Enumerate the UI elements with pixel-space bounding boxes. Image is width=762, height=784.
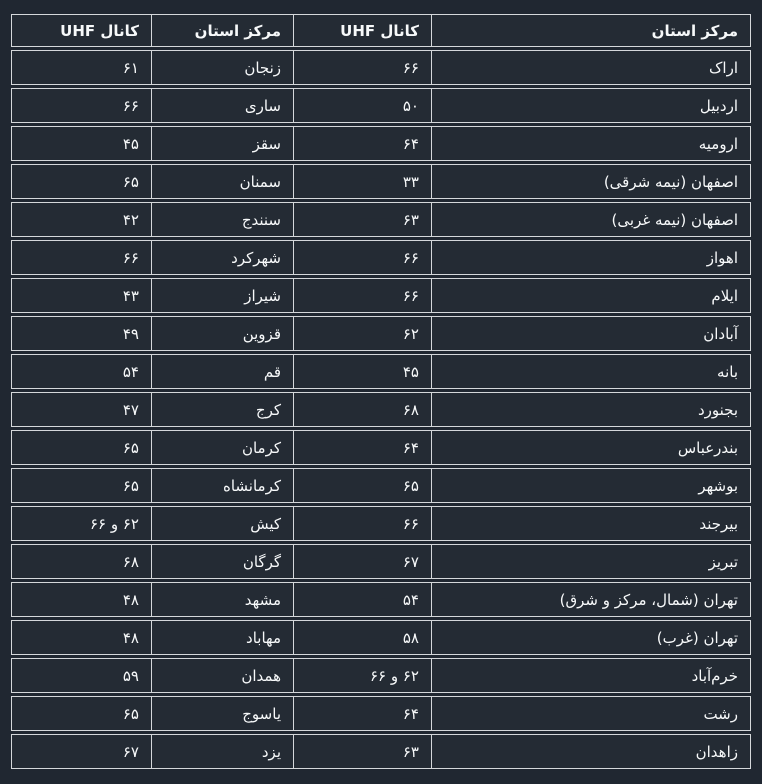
uhf-channel-cell: ۶۳ — [293, 734, 431, 769]
province-cell: تهران (شمال، مرکز و شرق) — [431, 582, 751, 617]
province-cell: مهاباد — [151, 620, 293, 655]
table-row — [11, 696, 751, 731]
uhf-channel-cell: ۴۹ — [11, 316, 151, 351]
uhf-channel-cell: ۴۵ — [11, 126, 151, 161]
province-cell: یزد — [151, 734, 293, 769]
province-cell: سمنان — [151, 164, 293, 199]
uhf-channel-cell: ۶۶ — [11, 88, 151, 123]
uhf-channel-cell: ۶۷ — [11, 734, 151, 769]
province-cell: سنندج — [151, 202, 293, 237]
uhf-channel-cell: ۳۳ — [293, 164, 431, 199]
uhf-channel-cell: ۶۲ — [293, 316, 431, 351]
province-cell: تهران (غرب) — [431, 620, 751, 655]
province-cell: ارومیه — [431, 126, 751, 161]
uhf-channel-cell: ۵۴ — [293, 582, 431, 617]
uhf-channels-table — [11, 11, 751, 772]
header-province-left: مرکز استان — [151, 14, 293, 47]
uhf-channel-cell: ۶۶ — [11, 240, 151, 275]
province-cell: خرم‌آباد — [431, 658, 751, 693]
uhf-channel-cell: ۶۵ — [11, 430, 151, 465]
uhf-channel-cell: ۶۲ و ۶۶ — [11, 506, 151, 541]
table-row — [11, 316, 751, 351]
uhf-channel-cell: ۶۸ — [11, 544, 151, 579]
header-uhf-left: کانال UHF — [11, 14, 151, 47]
uhf-channel-cell: ۶۱ — [11, 50, 151, 85]
uhf-channel-cell: ۶۵ — [293, 468, 431, 503]
uhf-channel-cell: ۵۴ — [11, 354, 151, 389]
table-row — [11, 582, 751, 617]
uhf-channel-cell: ۶۶ — [293, 506, 431, 541]
province-cell: سقز — [151, 126, 293, 161]
province-cell: مشهد — [151, 582, 293, 617]
table-row — [11, 278, 751, 313]
table-row — [11, 392, 751, 427]
header-province-right: مرکز استان — [431, 14, 751, 47]
province-cell: گرگان — [151, 544, 293, 579]
province-cell: یاسوج — [151, 696, 293, 731]
uhf-channel-cell: ۶۲ و ۶۶ — [293, 658, 431, 693]
table-row — [11, 126, 751, 161]
province-cell: اصفهان (نیمه شرقی) — [431, 164, 751, 199]
province-cell: اردبیل — [431, 88, 751, 123]
uhf-channel-cell: ۶۵ — [11, 164, 151, 199]
province-cell: اهواز — [431, 240, 751, 275]
uhf-channel-cell: ۶۳ — [293, 202, 431, 237]
uhf-channel-cell: ۶۶ — [293, 50, 431, 85]
uhf-channel-cell: ۶۴ — [293, 126, 431, 161]
province-cell: بجنورد — [431, 392, 751, 427]
province-cell: شهرکرد — [151, 240, 293, 275]
uhf-channel-cell: ۴۵ — [293, 354, 431, 389]
uhf-channel-cell: ۴۸ — [11, 620, 151, 655]
uhf-channel-cell: ۶۸ — [293, 392, 431, 427]
table-row — [11, 506, 751, 541]
province-cell: بندرعباس — [431, 430, 751, 465]
province-cell: زنجان — [151, 50, 293, 85]
province-cell: همدان — [151, 658, 293, 693]
province-cell: کرج — [151, 392, 293, 427]
province-cell: کرمانشاه — [151, 468, 293, 503]
province-cell: کرمان — [151, 430, 293, 465]
table-row — [11, 50, 751, 85]
uhf-channel-cell: ۴۸ — [11, 582, 151, 617]
uhf-channel-cell: ۶۵ — [11, 696, 151, 731]
table-row — [11, 88, 751, 123]
province-cell: بانه — [431, 354, 751, 389]
uhf-channel-cell: ۴۷ — [11, 392, 151, 427]
uhf-channel-cell: ۶۶ — [293, 278, 431, 313]
header-row — [11, 14, 751, 47]
uhf-channel-cell: ۶۶ — [293, 240, 431, 275]
province-cell: اراک — [431, 50, 751, 85]
province-cell: قزوین — [151, 316, 293, 351]
uhf-channel-cell: ۶۷ — [293, 544, 431, 579]
header-uhf-right: کانال UHF — [293, 14, 431, 47]
province-cell: زاهدان — [431, 734, 751, 769]
uhf-channel-cell: ۵۹ — [11, 658, 151, 693]
uhf-channel-cell: ۶۴ — [293, 696, 431, 731]
province-cell: کیش — [151, 506, 293, 541]
table-row — [11, 430, 751, 465]
table-row — [11, 202, 751, 237]
province-cell: اصفهان (نیمه غربی) — [431, 202, 751, 237]
uhf-channel-cell: ۵۸ — [293, 620, 431, 655]
table-row — [11, 164, 751, 199]
province-cell: ایلام — [431, 278, 751, 313]
province-cell: شیراز — [151, 278, 293, 313]
uhf-channel-cell: ۴۲ — [11, 202, 151, 237]
table-row — [11, 354, 751, 389]
province-cell: آبادان — [431, 316, 751, 351]
province-cell: بوشهر — [431, 468, 751, 503]
uhf-channel-cell: ۴۳ — [11, 278, 151, 313]
table-row — [11, 468, 751, 503]
province-cell: ساری — [151, 88, 293, 123]
province-cell: قم — [151, 354, 293, 389]
table-row — [11, 544, 751, 579]
table-row — [11, 658, 751, 693]
uhf-channel-cell: ۶۵ — [11, 468, 151, 503]
uhf-channel-cell: ۵۰ — [293, 88, 431, 123]
province-cell: بیرجند — [431, 506, 751, 541]
province-cell: تبریز — [431, 544, 751, 579]
uhf-channel-cell: ۶۴ — [293, 430, 431, 465]
table-row — [11, 734, 751, 769]
table-row — [11, 620, 751, 655]
table-row — [11, 240, 751, 275]
province-cell: رشت — [431, 696, 751, 731]
